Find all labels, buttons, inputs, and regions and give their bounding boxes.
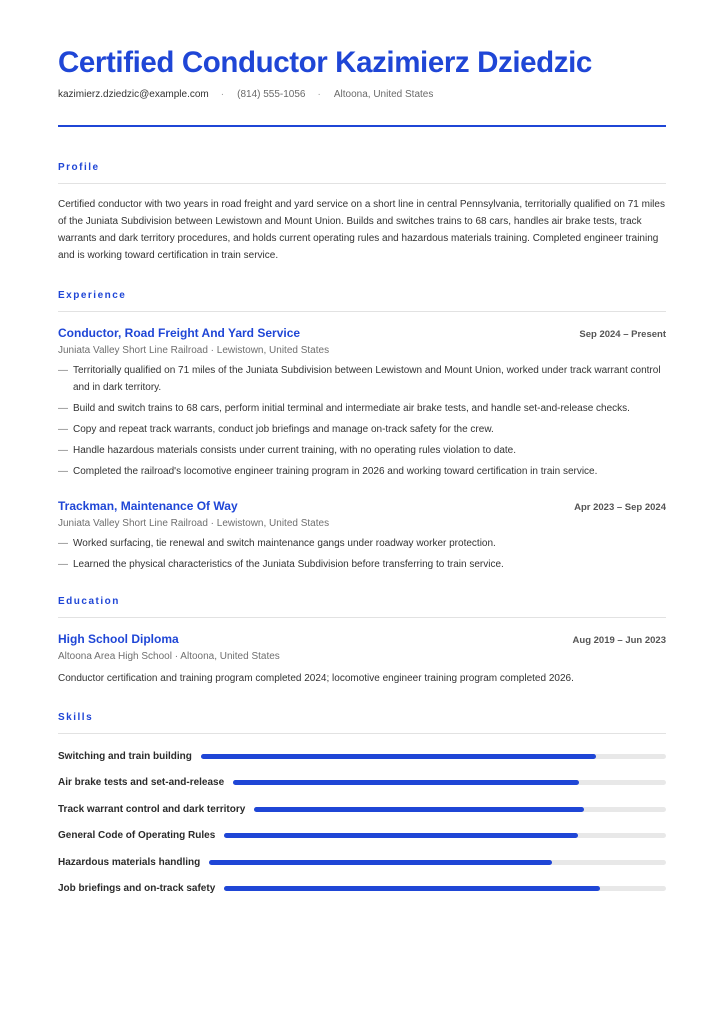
separator: · [220,89,225,100]
job-dates: Apr 2023 – Sep 2024 [574,502,666,513]
skill-row [58,743,666,770]
bullet-item [58,362,666,396]
job-bullets [58,362,666,480]
skill-row [58,796,666,823]
skill-name: General Code of Operating Rules [58,830,216,842]
profile-summary: Certified conductor with two years in road freight and yard service on a short line in central Pennsylvania, territorially qualified on 71 miles of the Juniata Subdivision between Lewistown and Mount Union. Builds and switches trains to 68 cars, handles air brake tests, track warrants and dark territory procedures, and holds current operating rules and hazardous materials training. Completed engineer training and is working toward certification in train service. [58,199,665,261]
dash: — [58,559,68,570]
skill-name: Hazardous materials handling [58,856,201,868]
education-header [58,632,666,646]
skill-row [58,770,666,797]
bullet-item [58,421,666,438]
section-title: Profile [58,162,666,184]
education-note: Conductor certification and training program completed 2024; locomotive engineer training program completed 2026. [58,673,574,684]
skill-level-bar [201,754,666,759]
skills-list [58,743,666,902]
bullet-text: Handle hazardous materials consists under current training, with no operating rules violation to date. [73,445,517,456]
skill-row [58,849,666,876]
skill-level-bar [233,780,666,785]
job-entry [58,499,666,573]
dash: — [58,365,68,376]
job-bullets [58,535,666,573]
job-header [58,499,666,513]
bullet-text: Territorially qualified on 71 miles of the Juniata Subdivision between Lewistown and Mount Union, worked under track warrant control and in dark territory. [73,365,661,393]
education-section [58,596,666,687]
bullet-text: Learned the physical characteristics of the Juniata Subdivision before transferring to train service. [73,559,504,570]
skill-level-bar [224,886,666,891]
skill-name: Air brake tests and set-and-release [58,777,225,789]
header-divider [58,125,666,127]
experience-section [58,290,666,573]
school-name: Altoona Area High School · Altoona, United States [58,651,280,662]
skill-name: Job briefings and on-track safety [58,883,216,895]
skill-level-fill [224,886,599,891]
bullet-item [58,400,666,417]
bullet-text: Build and switch trains to 68 cars, perform initial terminal and intermediate air brake tests, and handle set-and-release checks. [73,403,630,414]
separator: · [317,89,321,100]
job-employer: Juniata Valley Short Line Railroad · Lewistown, United States [58,345,330,356]
email[interactable]: kazimierz.dziedzic@example.com [58,89,209,100]
section-title: Education [58,596,666,618]
skill-name: Switching and train building [58,750,192,762]
job-entry [58,326,666,480]
education-entry [58,632,666,687]
degree-title: High School Diploma [58,632,179,646]
dash: — [58,403,68,414]
section-title: Experience [58,290,666,312]
job-title: Conductor, Road Freight And Yard Service [58,326,301,340]
skill-level-fill [201,754,596,759]
bullet-item [58,442,666,459]
dash: — [58,445,68,456]
skills-section [58,712,666,902]
skill-row [58,823,666,850]
skill-row [58,876,666,903]
contact-line [58,89,666,100]
bullet-text: Worked surfacing, tie renewal and switch maintenance gangs under roadway worker protection. [73,538,496,549]
candidate-name: Certified Conductor Kazimierz Dziedzic [58,46,592,79]
location: Altoona, United States [333,89,434,100]
section-title: Skills [58,712,666,734]
dash: — [58,538,68,549]
job-header [58,326,666,340]
bullet-text: Copy and repeat track warrants, conduct job briefings and manage on-track safety for the crew. [73,424,494,435]
dash: — [58,466,68,477]
job-title: Trackman, Maintenance Of Way [58,499,238,513]
job-employer: Juniata Valley Short Line Railroad · Lewistown, United States [58,518,330,529]
skill-level-fill [254,807,583,812]
skill-level-fill [209,860,552,865]
bullet-item [58,556,666,573]
skill-level-fill [233,780,579,785]
skill-name: Track warrant control and dark territory [58,803,246,815]
skill-level-bar [254,807,666,812]
skill-level-bar [209,860,666,865]
bullet-text: Completed the railroad's locomotive engineer training program in 2026 and working toward certification in train service. [73,466,598,477]
bullet-item [58,463,666,480]
education-dates: Aug 2019 – Jun 2023 [572,635,666,646]
skill-level-bar [224,833,666,838]
bullet-item [58,535,666,552]
dash: — [58,424,68,435]
profile-section [58,162,666,264]
job-dates: Sep 2024 – Present [579,329,666,340]
skill-level-fill [224,833,577,838]
phone[interactable]: (814) 555-1056 [237,89,306,100]
